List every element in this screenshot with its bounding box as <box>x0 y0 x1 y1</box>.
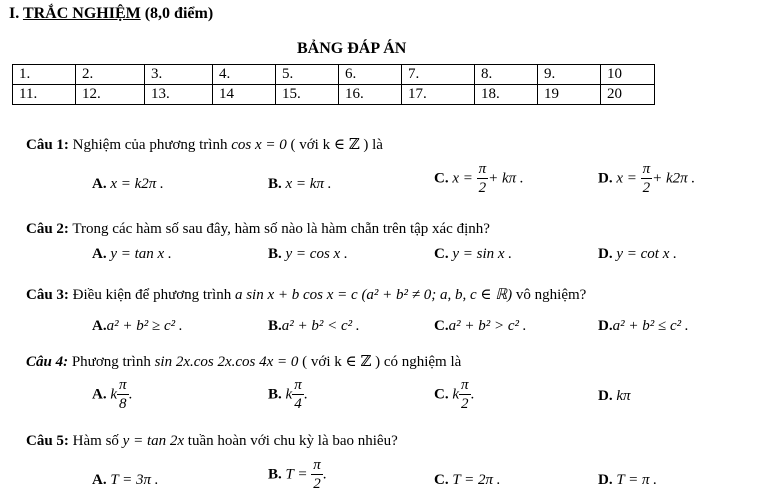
question-1-stem <box>26 135 383 154</box>
question-label: Câu 1: <box>26 137 69 153</box>
option-a <box>92 246 172 263</box>
fraction-denominator: 2 <box>642 180 651 196</box>
option-letter: C. <box>434 246 449 262</box>
fraction-numerator: π <box>461 377 469 393</box>
option-d <box>598 318 689 335</box>
option-text: x = <box>452 170 477 187</box>
option-b <box>268 378 307 412</box>
section-title: TRẮC NGHIỆM <box>22 5 141 22</box>
table-cell: 7. <box>402 65 475 85</box>
option-text: a² + b² ≤ c² . <box>612 318 689 334</box>
option-d <box>598 388 631 405</box>
question-4-stem <box>26 352 461 371</box>
option-text: T = <box>285 466 312 483</box>
option-text: x = kπ . <box>285 176 332 192</box>
table-row <box>13 65 655 85</box>
option-b <box>268 246 348 263</box>
table-cell: 5. <box>276 65 339 85</box>
option-text: k <box>110 386 118 403</box>
table-cell: 10 <box>601 65 655 85</box>
question-math: cos x = 0 <box>231 137 287 153</box>
option-text: y = tan x . <box>110 246 172 262</box>
table-cell: 20 <box>601 85 655 105</box>
option-text: a² + b² < c² . <box>281 318 360 334</box>
table-cell: 3. <box>145 65 213 85</box>
fraction-numerator: π <box>642 161 651 177</box>
question-5-stem <box>26 433 398 450</box>
question-label: Câu 5: <box>26 433 69 449</box>
option-text: . <box>470 386 475 403</box>
option-c <box>434 318 527 335</box>
option-letter: B. <box>268 386 282 403</box>
option-letter: C. <box>434 386 449 403</box>
option-letter: B. <box>268 466 282 483</box>
option-b <box>268 318 360 335</box>
question-label: Câu 4: <box>26 354 69 370</box>
option-text: T = 2π . <box>452 472 501 488</box>
question-math: a sin x + b cos x = c <box>234 287 358 303</box>
table-cell: 13. <box>145 85 213 105</box>
fraction-denominator: 2 <box>313 476 321 492</box>
table-cell: 8. <box>475 65 538 85</box>
option-letter: D. <box>598 170 613 187</box>
question-3-stem <box>26 285 586 304</box>
option-a <box>92 318 183 335</box>
question-text-end: vô nghiệm? <box>512 287 587 303</box>
option-text: x = <box>616 170 641 187</box>
option-letter: A. <box>92 176 107 192</box>
table-cell: 11. <box>13 85 76 105</box>
option-text: T = π . <box>616 472 658 488</box>
fraction-denominator: 2 <box>461 396 469 412</box>
fraction-numerator: π <box>313 457 321 473</box>
fraction <box>641 162 653 196</box>
question-math: sin 2x.cos 2x.cos 4x = 0 <box>154 354 299 370</box>
question-text: Trong các hàm số sau đây, hàm số nào là hàm chẵn trên tập xác định? <box>68 221 490 237</box>
option-letter: D. <box>598 388 613 404</box>
question-text-end: ( với k ∈ ℤ ) có nghiệm là <box>298 354 462 370</box>
option-text: y = cos x . <box>285 246 348 262</box>
option-text: + kπ . <box>488 170 524 187</box>
option-letter: C. <box>434 318 449 334</box>
option-text: . <box>303 386 308 403</box>
question-text-end: ( với k ∈ ℤ ) là <box>286 137 383 153</box>
option-a <box>92 378 132 412</box>
table-cell: 17. <box>402 85 475 105</box>
option-letter: A. <box>92 246 107 262</box>
fraction-numerator: π <box>294 377 302 393</box>
question-2-stem <box>26 221 490 238</box>
option-letter: D. <box>598 318 613 334</box>
table-cell: 9. <box>538 65 601 85</box>
option-text: + k2π . <box>652 170 696 187</box>
option-b <box>268 458 326 492</box>
option-letter: A. <box>92 318 107 334</box>
option-c <box>434 378 474 412</box>
option-text: a² + b² ≥ c² . <box>106 318 183 334</box>
option-text: . <box>322 466 327 483</box>
option-b <box>268 176 331 193</box>
fraction <box>459 378 471 412</box>
question-math: y = tan 2x <box>122 433 185 449</box>
option-text: y = sin x . <box>452 246 513 262</box>
table-cell: 2. <box>76 65 145 85</box>
table-cell: 16. <box>339 85 402 105</box>
fraction-denominator: 8 <box>119 396 127 412</box>
answer-table-title: BẢNG ĐÁP ÁN <box>297 40 407 57</box>
option-d <box>598 246 677 263</box>
table-cell: 1. <box>13 65 76 85</box>
fraction <box>117 378 129 412</box>
table-cell: 12. <box>76 85 145 105</box>
option-a <box>92 176 164 193</box>
option-letter: A. <box>92 472 107 488</box>
option-letter: C. <box>434 472 449 488</box>
option-letter: A. <box>92 386 107 403</box>
option-letter: B. <box>268 246 282 262</box>
table-cell: 4. <box>213 65 276 85</box>
question-text: Hàm số <box>68 433 123 449</box>
question-condition: (a² + b² ≠ 0; a, b, c ∈ ℝ) <box>361 287 513 303</box>
option-text: kπ <box>616 388 631 404</box>
option-c <box>434 472 501 489</box>
option-d <box>598 472 657 489</box>
fraction <box>292 378 304 412</box>
fraction-numerator: π <box>478 161 487 177</box>
option-c <box>434 162 524 196</box>
option-letter: B. <box>268 318 282 334</box>
option-letter: D. <box>598 472 613 488</box>
table-row <box>13 85 655 105</box>
question-label: Câu 2: <box>26 221 69 237</box>
option-d <box>598 162 695 196</box>
question-text-end: tuần hoàn với chu kỳ là bao nhiêu? <box>184 433 398 449</box>
question-label: Câu 3: <box>26 287 69 303</box>
fraction-denominator: 4 <box>294 396 302 412</box>
fraction-denominator: 2 <box>478 180 487 196</box>
question-text: Nghiệm của phương trình <box>68 137 232 153</box>
table-cell: 6. <box>339 65 402 85</box>
option-text: k <box>285 386 293 403</box>
section-heading <box>9 5 213 23</box>
option-c <box>434 246 512 263</box>
table-cell: 15. <box>276 85 339 105</box>
option-letter: D. <box>598 246 613 262</box>
fraction <box>477 162 489 196</box>
section-prefix: I. <box>9 5 23 22</box>
table-cell: 18. <box>475 85 538 105</box>
option-text: k <box>452 386 460 403</box>
option-text: y = cot x . <box>616 246 677 262</box>
answer-table <box>12 64 655 105</box>
fraction-numerator: π <box>119 377 127 393</box>
option-letter: B. <box>268 176 282 192</box>
question-text: Phương trình <box>68 354 155 370</box>
table-cell: 19 <box>538 85 601 105</box>
option-text: x = k2π . <box>110 176 164 192</box>
section-score: (8,0 điểm) <box>140 5 214 22</box>
table-cell: 14 <box>213 85 276 105</box>
question-text: Điều kiện để phương trình <box>68 287 235 303</box>
option-text: T = 3π . <box>110 472 159 488</box>
option-a <box>92 472 159 489</box>
fraction <box>311 458 323 492</box>
option-text: . <box>128 386 133 403</box>
option-text: a² + b² > c² . <box>448 318 527 334</box>
option-letter: C. <box>434 170 449 187</box>
